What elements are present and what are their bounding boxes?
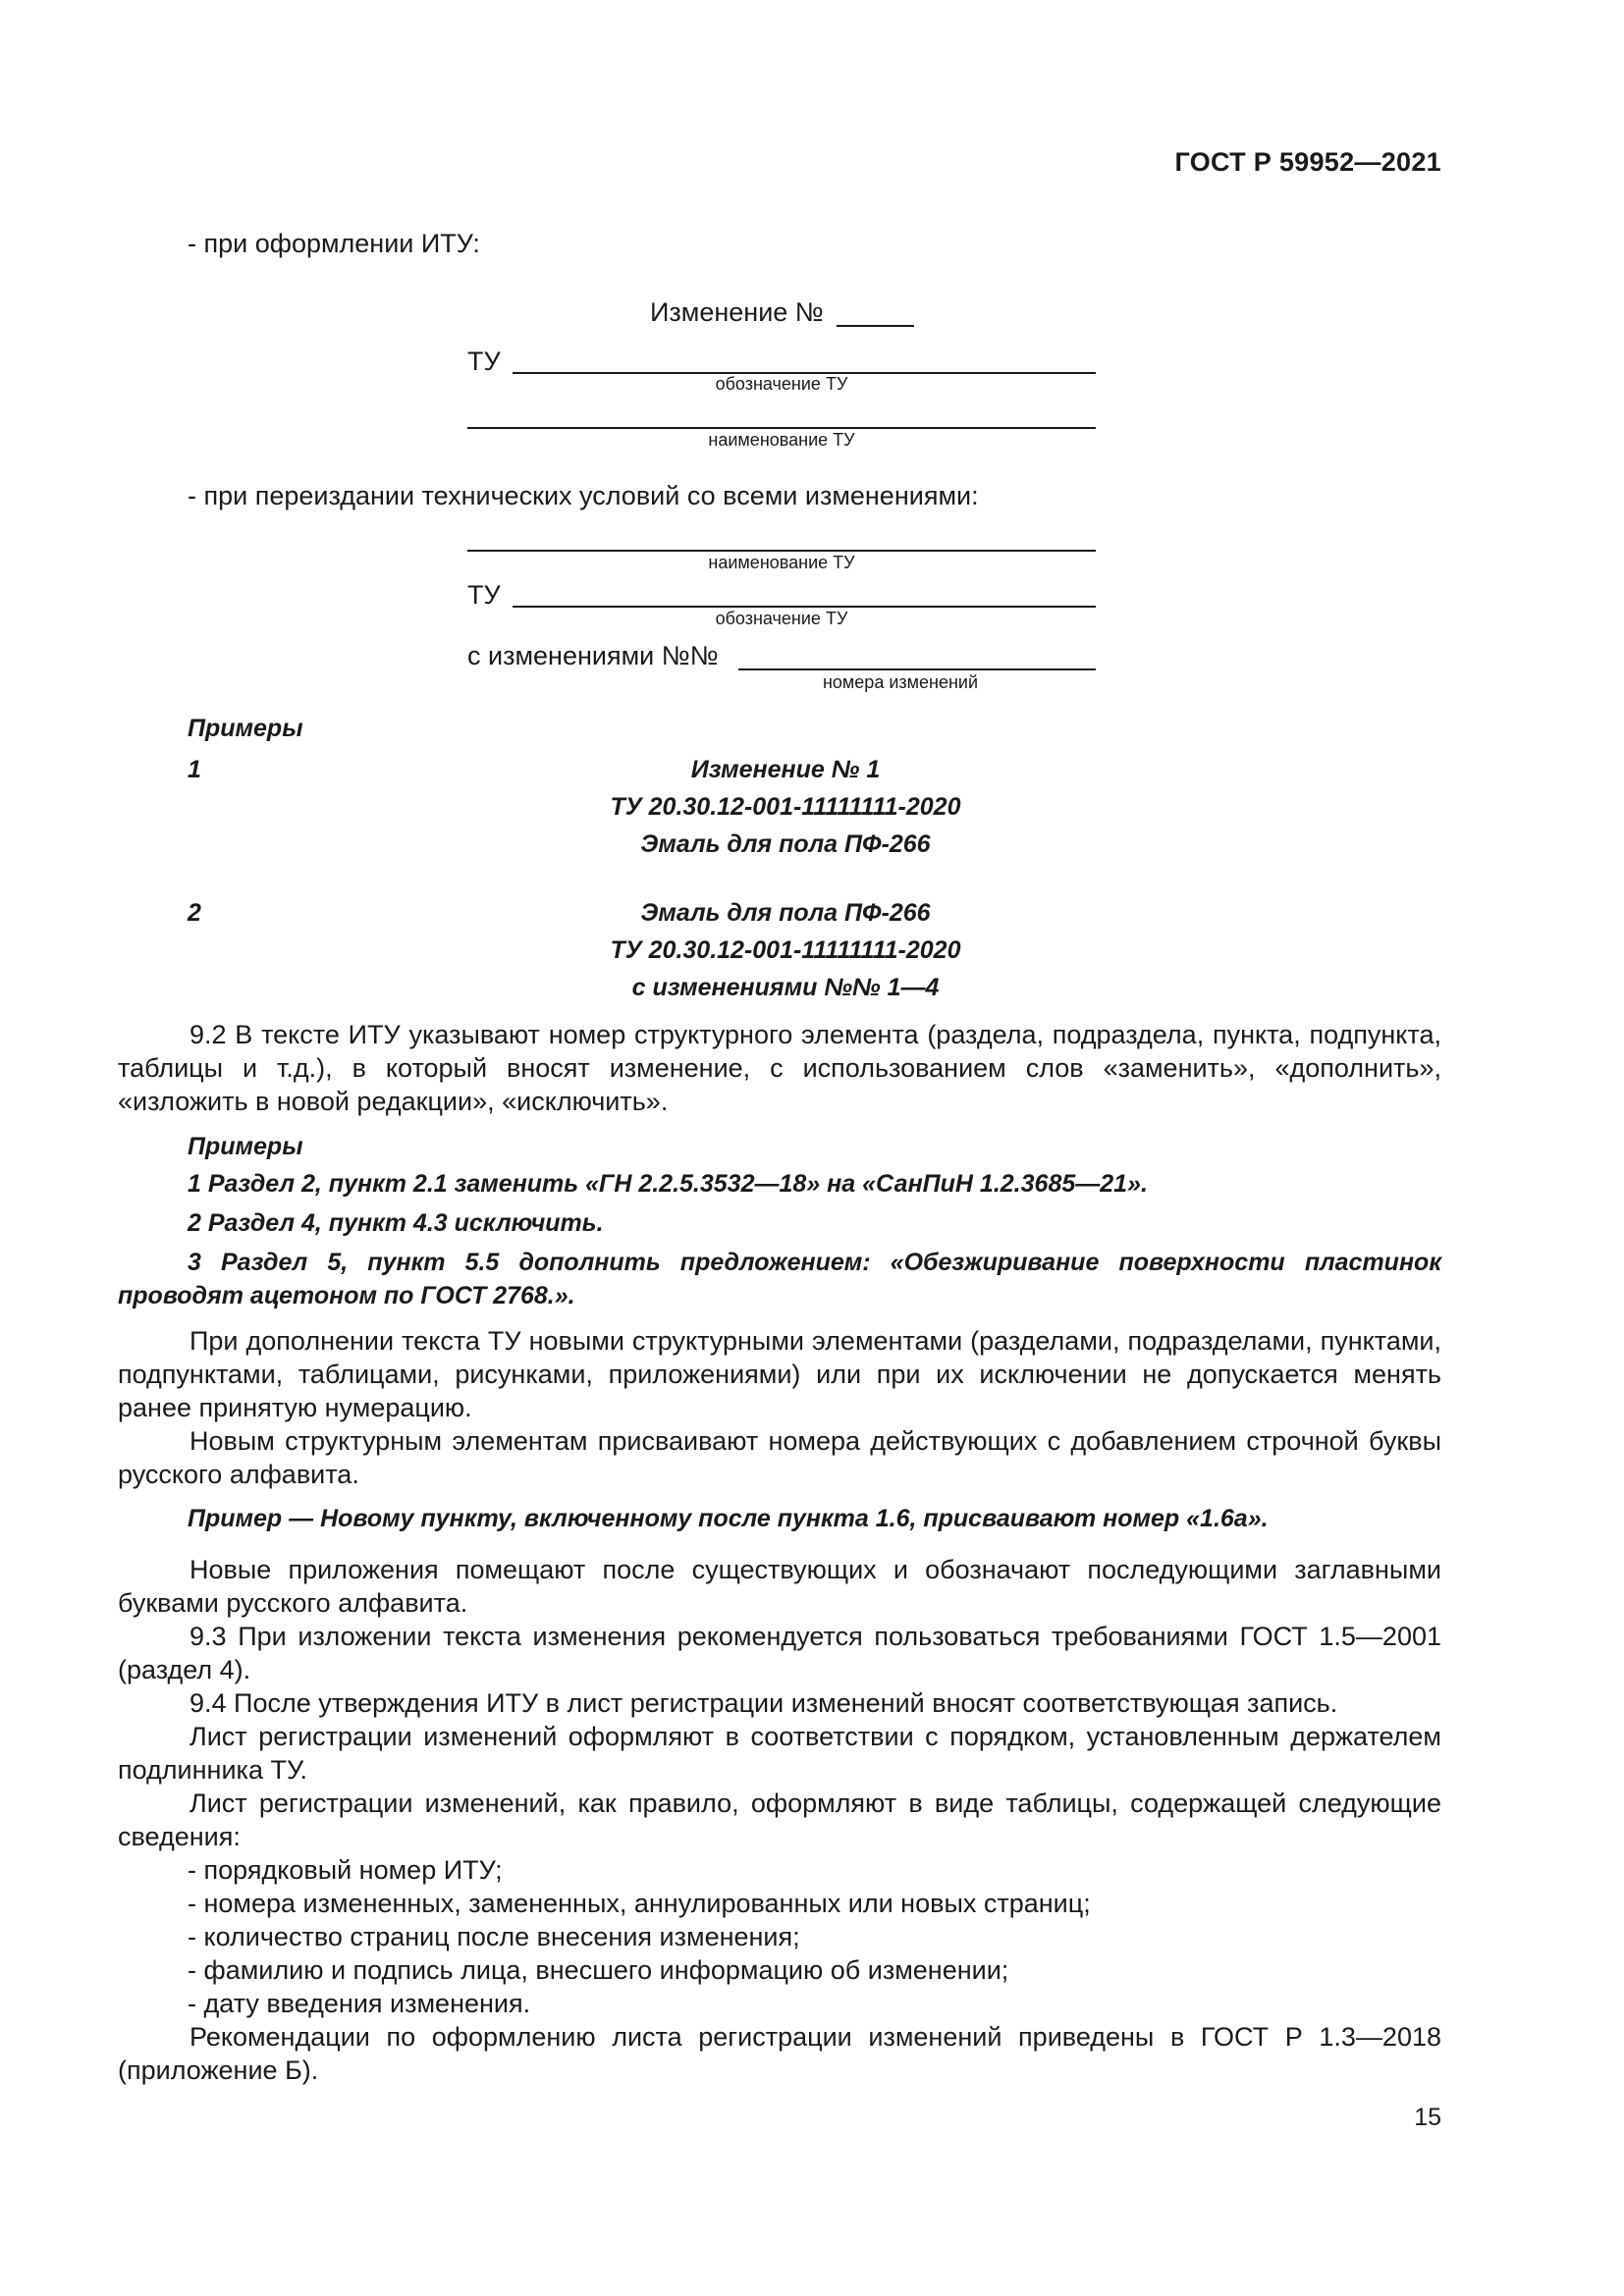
reissue-changes-caption: номера изменений	[822, 672, 979, 692]
example-1-line-2: ТУ 20.30.12-001-11111111-2020	[610, 793, 961, 821]
change-number-label: Изменение №	[650, 297, 824, 327]
reissue-tu-label: ТУ	[467, 580, 501, 610]
register-item-3: - количество страниц после внесения изменения;	[188, 1922, 800, 1951]
paragraph-9-4: 9.4 После утверждения ИТУ в лист регистрации изменений вносят соответствующая запись.	[189, 1688, 1338, 1718]
paragraph-new-annex: Новые приложения помещают после существующих и обозначают последующими заглавными буквами русского алфавита.	[118, 1555, 1441, 1618]
itu-tu-designation-caption: обозначение ТУ	[715, 374, 848, 394]
page-number: 15	[1414, 2104, 1441, 2131]
itu-tu-name-caption: наименование ТУ	[708, 430, 855, 450]
paragraph-new-numbers: Новым структурным элементам присваивают номера действующих с добавлением строчной буквы русского алфавита.	[118, 1426, 1441, 1489]
reissue-changes-label: с изменениями №№	[467, 641, 719, 670]
paragraph-9-3: 9.3 При изложении текста изменения рекомендуется пользоваться требованиями ГОСТ 1.5—2001 (раздел 4).	[118, 1622, 1441, 1684]
example-2-item-3: 3 Раздел 5, пункт 5.5 дополнить предложением: «Обезжиривание поверхности пластинок проводят ацетоном по ГОСТ 2768.».	[118, 1249, 1441, 1309]
example-2-item-1: 1 Раздел 2, пункт 2.1 заменить «ГН 2.2.5.3532—18» на «СанПиН 1.2.3685—21».	[188, 1170, 1148, 1198]
change-number-blank	[837, 325, 914, 327]
example-2-number: 2	[188, 899, 201, 927]
paragraph-register-order: Лист регистрации изменений оформляют в соответствии с порядком, установленным держателем подлинника ТУ.	[118, 1722, 1441, 1785]
example-2-line-1: Эмаль для пола ПФ-266	[640, 899, 931, 927]
examples-title-2: Примеры	[188, 1133, 303, 1160]
register-item-4: - фамилию и подпись лица, внесшего информацию об изменении;	[188, 1955, 1009, 1985]
example-1-line-3: Эмаль для пола ПФ-266	[640, 830, 931, 858]
reissue-form-intro: - при переиздании технических условий со всеми изменениями:	[188, 481, 979, 510]
itu-tu-name-blank	[467, 427, 1096, 429]
example-3: Пример — Новому пункту, включенному после пункта 1.6, присваивают номер «1.6а».	[188, 1505, 1269, 1532]
itu-tu-label: ТУ	[467, 347, 501, 376]
paragraph-register-table: Лист регистрации изменений, как правило, оформляют в виде таблицы, содержащей следующие сведения:	[118, 1789, 1441, 1851]
register-item-2: - номера измененных, замененных, аннулированных или новых страниц;	[188, 1889, 1091, 1918]
itu-form-intro: - при оформлении ИТУ:	[188, 229, 480, 258]
example-2-line-2: ТУ 20.30.12-001-11111111-2020	[610, 936, 961, 964]
reissue-tu-name-caption: наименование ТУ	[708, 553, 855, 572]
reissue-tu-name-blank	[467, 550, 1096, 552]
reissue-tu-designation-blank	[513, 606, 1096, 608]
paragraph-9-2: 9.2 В тексте ИТУ указывают номер структурного элемента (раздела, подраздела, пункта, подпункта, таблицы и т.д.), в который вносят изменение, с использованием слов «заменить», «дополнить», «изложить в новой редакции», «исключить».	[118, 1020, 1441, 1116]
example-2-line-3: с изменениями №№ 1—4	[631, 974, 940, 1001]
paragraph-recommend: Рекомендации по оформлению листа регистрации изменений приведены в ГОСТ Р 1.3—2018 (приложение Б).	[118, 2022, 1441, 2085]
document-code-header: ГОСТ Р 59952—2021	[1174, 147, 1441, 177]
register-item-5: - дату введения изменения.	[188, 1989, 531, 2018]
example-1-line-1: Изменение № 1	[690, 756, 881, 783]
reissue-changes-blank	[738, 668, 1096, 670]
paragraph-add-elements: При дополнении текста ТУ новыми структурными элементами (разделами, подразделами, пунктами, подпунктами, таблицами, рисунками, приложениями) или при их исключении не допускается менять ранее принятую нумерацию.	[118, 1326, 1441, 1422]
reissue-tu-designation-caption: обозначение ТУ	[715, 609, 848, 628]
example-1-number: 1	[188, 756, 201, 783]
examples-title-1: Примеры	[188, 715, 303, 742]
register-item-1: - порядковый номер ИТУ;	[188, 1855, 503, 1885]
example-2-item-2: 2 Раздел 4, пункт 4.3 исключить.	[188, 1209, 604, 1237]
